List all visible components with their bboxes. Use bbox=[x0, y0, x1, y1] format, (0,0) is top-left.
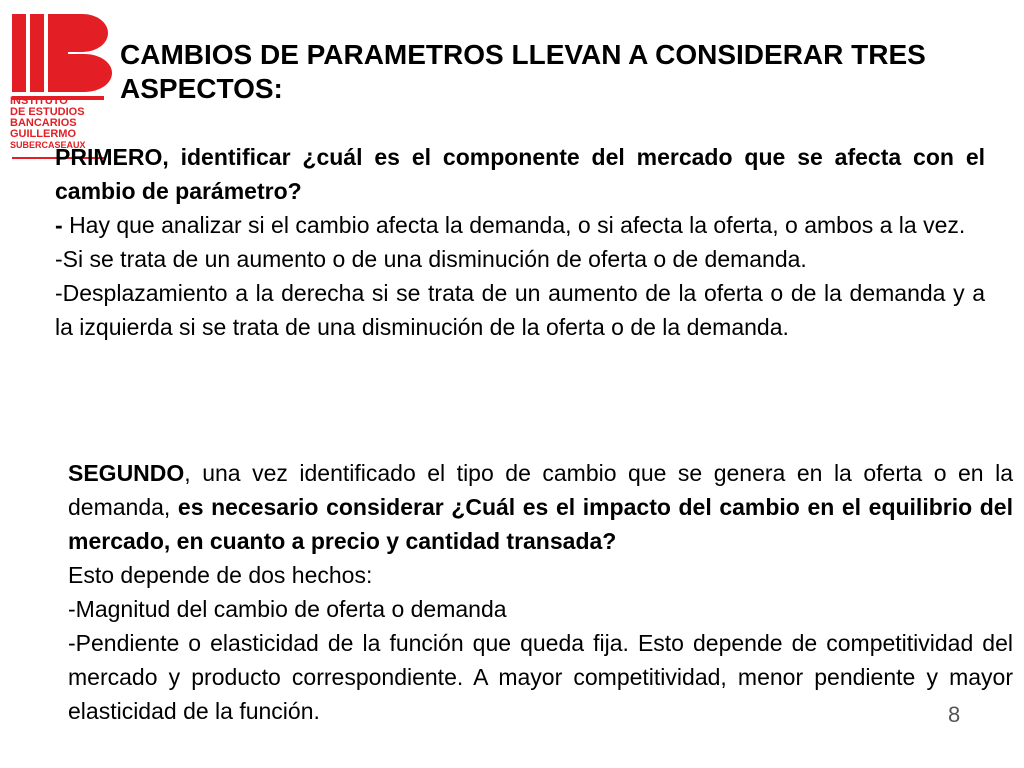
segundo-line-2: -Magnitud del cambio de oferta o demanda bbox=[68, 596, 507, 622]
primero-line-2: -Si se trata de un aumento o de una disminución de oferta o de demanda. bbox=[55, 246, 807, 272]
logo-line: BANCARIOS bbox=[10, 117, 77, 129]
primero-line-1 bbox=[55, 208, 985, 242]
page-number: 8 bbox=[948, 702, 961, 727]
slide-title: CAMBIOS DE PARAMETROS LLEVAN A CONSIDERAR TRES ASPECTOS: bbox=[120, 39, 926, 104]
segundo-question: es necesario considerar ¿Cuál es el impacto del cambio en el equilibrio del mercado, en cuanto a precio y cantidad transada? bbox=[68, 494, 1013, 554]
logo-line: SUBERCASEAUX bbox=[10, 140, 86, 150]
segundo-paragraph bbox=[68, 456, 1013, 558]
primero-section bbox=[55, 140, 985, 344]
dash: - bbox=[55, 212, 70, 238]
primero-heading: PRIMERO, identificar ¿cuál es el componente del mercado que se afecta con el cambio de parámetro? bbox=[55, 144, 985, 204]
logo-line: DE ESTUDIOS bbox=[10, 106, 85, 118]
segundo-intro: , una vez identificado el tipo de cambio que se genera en la oferta o en la demanda, bbox=[68, 460, 1013, 520]
segundo-line-1: Esto depende de dos hechos: bbox=[68, 562, 373, 588]
logo-line: GUILLERMO bbox=[10, 128, 76, 140]
primero-line-3: -Desplazamiento a la derecha si se trata de un aumento de la oferta o de la demanda y a la izquierda si se trata de una disminución de la oferta o de la demanda. bbox=[55, 280, 985, 340]
segundo-line-3: -Pendiente o elasticidad de la función que queda fija. Esto depende de competitividad del mercado y producto correspondiente. A mayor competitividad, menor pendiente y mayor elasticidad de la función. bbox=[68, 630, 1013, 724]
segundo-label: SEGUNDO bbox=[68, 460, 185, 486]
logo-line: INSTITUTO bbox=[10, 95, 68, 107]
segundo-section bbox=[68, 456, 1013, 728]
primero-line-1-text: Hay que analizar si el cambio afecta la demanda, o si afecta la oferta, o ambos a la vez. bbox=[69, 212, 966, 238]
